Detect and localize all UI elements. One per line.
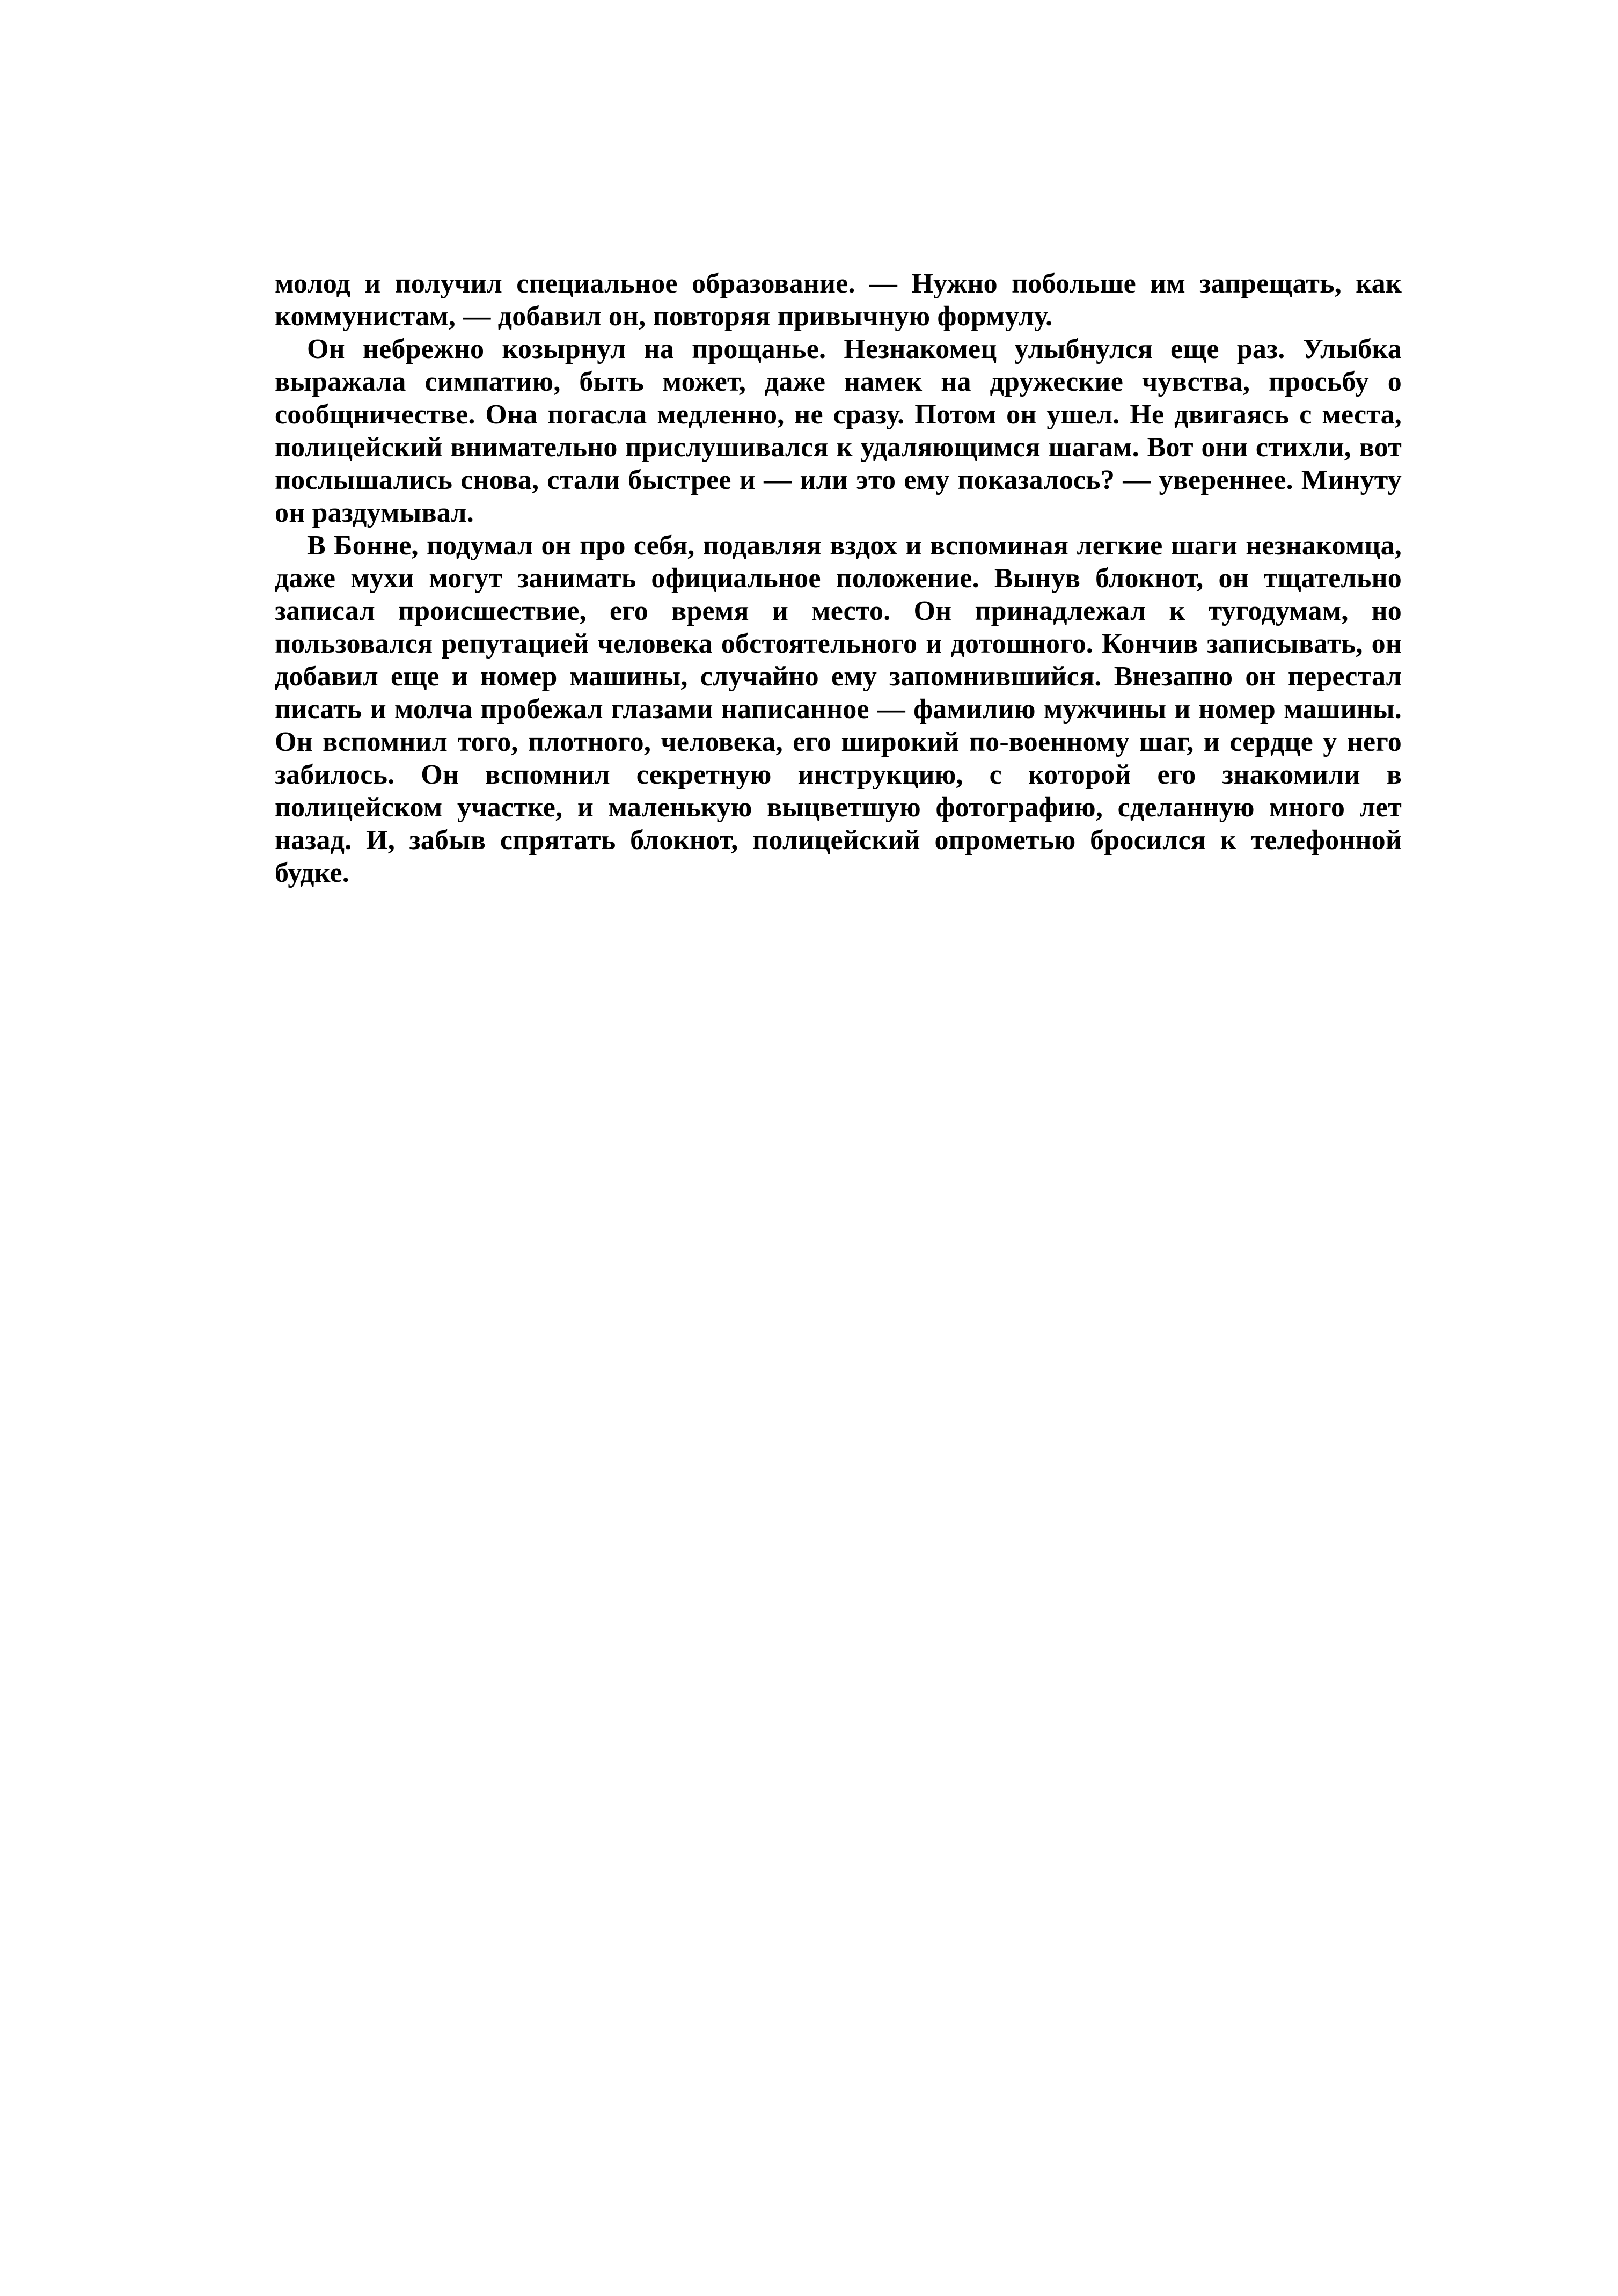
paragraph-2: Он небрежно козырнул на прощанье. Незнакомец улыбнулся еще раз. Улыбка выражала симпатию, быть может, даже намек на дружеские чувства, просьбу о сообщничестве. Она погасла медленно, не сразу. Потом он ушел. Не двигаясь с места, полицейский внимательно прислушивался к удаляющимся шагам. Вот они стихли, вот послышались снова, стали быстрее и — или это ему показалось? — увереннее. Минуту он раздумывал. bbox=[275, 334, 1402, 528]
paragraph-3: В Бонне, подумал он про себя, подавляя вздох и вспоминая легкие шаги незнакомца, даже мухи могут занимать официальное положение. Вынув блокнот, он тщательно записал происшествие, его время и место. Он принадлежал к тугодумам, но пользовался репутацией человека обстоятельного и дотошного. Кончив записывать, он добавил еще и номер машины, случайно ему запомнившийся. Внезапно он перестал писать и молча пробежал глазами написанное — фамилию мужчины и номер машины. Он вспомнил того, плотного, человека, его широкий по-военному шаг, и сердце у него забилось. Он вспомнил секретную инструкцию, с которой его знакомили в полицейском участке, и маленькую выцветшую фотографию, сделанную много лет назад. И, забыв спрятать блокнот, полицейский опрометью бросился к телефонной будке. bbox=[275, 530, 1402, 888]
paragraph-1: молод и получил специальное образование. — Нужно побольше им запрещать, как коммунистам, — добавил он, повторяя привычную формулу. bbox=[275, 268, 1402, 332]
body-text bbox=[275, 267, 1402, 889]
